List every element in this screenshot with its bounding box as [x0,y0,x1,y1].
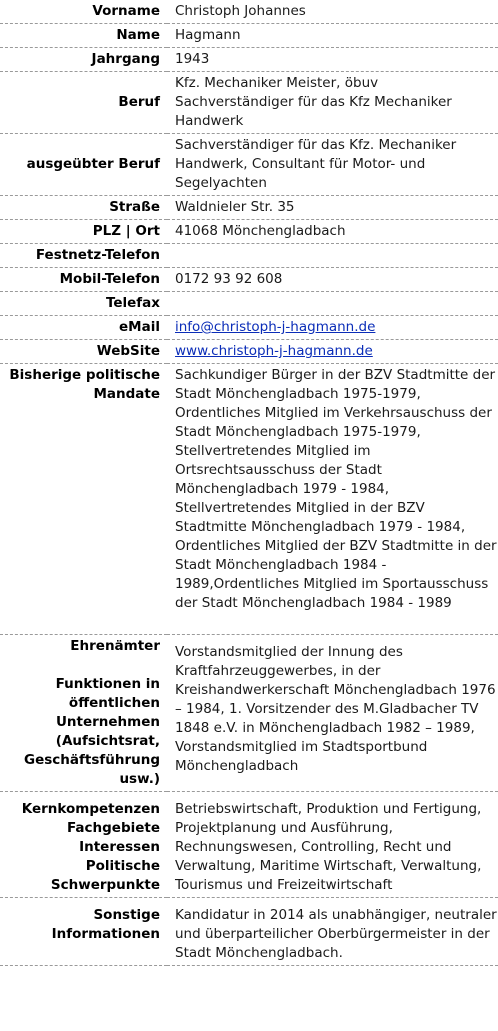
value-mobil: 0172 93 92 608 [167,268,498,292]
label-ehrenaemter [0,635,167,792]
email-link[interactable]: info@christoph-j-hagmann.de [175,319,376,335]
value-name: Hagmann [167,24,498,48]
value-plz-ort: 41068 Mönchengladbach [167,220,498,244]
row-mandate [0,364,498,635]
label-ehrenaemter-line2: Funktionen in [55,676,160,692]
row-telefax [0,292,498,316]
value-jahrgang: 1943 [167,48,498,72]
row-jahrgang [0,48,498,72]
label-strasse: Straße [0,196,167,220]
website-link[interactable]: www.christoph-j-hagmann.de [175,343,373,359]
label-mobil: Mobil-Telefon [0,268,167,292]
value-kompetenzen: Betriebswirtschaft, Produktion und Fertigung, Projektplanung und Ausführung, Rechnungswesen, Controlling, Recht und Verwaltung, Maritime Wirtschaft, Verwaltung, Tourismus und Freizeitwirtschaft [167,792,498,898]
label-sonstige-line1: Sonstige [93,907,160,923]
row-beruf [0,72,498,134]
row-name [0,24,498,48]
label-beruf: Beruf [0,72,167,134]
label-plz-ort: PLZ | Ort [0,220,167,244]
row-email [0,316,498,340]
label-ehrenaemter-line7: usw.) [119,771,160,787]
label-ehrenaemter-line6: Geschäftsführung [24,752,160,768]
label-sonstige [0,898,167,966]
label-kompetenzen-line5: Schwerpunkte [50,877,160,893]
label-festnetz: Festnetz-Telefon [0,244,167,268]
row-mobil [0,268,498,292]
label-mandate [0,364,167,635]
label-sonstige-line2: Informationen [51,926,160,942]
label-mandate-line2: Mandate [93,386,160,402]
label-kompetenzen [0,792,167,898]
value-ehrenaemter: Vorstandsmitglied der Innung des Kraftfahrzeuggewerbes, in der Kreishandwerkerschaft Mönchengladbach 1976 – 1984, 1. Vorsitzender des M.Gladbacher TV 1848 e.V. in Mönchengladbach 1982 – 1989, Vorstandsmitglied im Stadtsportbund Mönchengladbach [167,635,498,792]
label-kompetenzen-line1: Kernkompetenzen [21,801,160,817]
value-mandate: Sachkundiger Bürger in der BZV Stadtmitte der Stadt Mönchengladbach 1975-1979, Ordentliches Mitglied im Verkehrsauschuss der Stadt Mönchengladbach 1975-1979, Stellvertretendes Mitglied im Ortsrechtsausschuss der Stadt Mönchengladbach 1979 - 1984, Stellvertretendes Mitglied in der BZV Stadtmitte Mönchengladbach 1979 - 1984, Ordentliches Mitglied der BZV Stadtmitte in der Stadt Mönchengladbach 1984 - 1989,Ordentliches Mitglied im Sportausschuss der Stadt Mönchengladbach 1984 - 1989 [167,364,498,635]
label-ehrenaemter-gap [0,656,160,675]
label-email: eMail [0,316,167,340]
row-strasse [0,196,498,220]
row-plz-ort [0,220,498,244]
row-festnetz [0,244,498,268]
label-name: Name [0,24,167,48]
label-kompetenzen-line4: Politische [85,858,160,874]
label-ehrenaemter-line5: (Aufsichtsrat, [55,733,160,749]
label-ausgeuebter-beruf: ausgeübter Beruf [0,134,167,196]
row-website [0,340,498,364]
value-sonstige: Kandidatur in 2014 als unabhängiger, neutraler und überparteilicher Oberbürgermeister in der Stadt Mönchengladbach. [167,898,498,966]
row-sonstige [0,898,498,966]
value-telefax [167,292,498,316]
value-website [167,340,498,364]
label-kompetenzen-line2: Fachgebiete [66,820,160,836]
value-festnetz [167,244,498,268]
label-ehrenaemter-line3: öffentlichen [68,695,160,711]
label-ehrenaemter-line4: Unternehmen [55,714,160,730]
value-strasse: Waldnieler Str. 35 [167,196,498,220]
label-website: WebSite [0,340,167,364]
label-vorname: Vorname [0,0,167,24]
row-ehrenaemter [0,635,498,792]
label-mandate-line1: Bisherige politische [9,367,160,383]
row-ausgeuebter-beruf [0,134,498,196]
value-vorname: Christoph Johannes [167,0,498,24]
row-vorname [0,0,498,24]
label-jahrgang: Jahrgang [0,48,167,72]
value-ausgeuebter-beruf: Sachverständiger für das Kfz. Mechaniker Handwerk, Consultant für Motor- und Segelyachten [167,134,498,196]
value-beruf: Kfz. Mechaniker Meister, öbuv Sachverständiger für das Kfz Mechaniker Handwerk [167,72,498,134]
row-kompetenzen [0,792,498,898]
value-email [167,316,498,340]
label-telefax: Telefax [0,292,167,316]
label-kompetenzen-line3: Interessen [79,839,160,855]
label-ehrenaemter-line1: Ehrenämter [70,638,160,654]
